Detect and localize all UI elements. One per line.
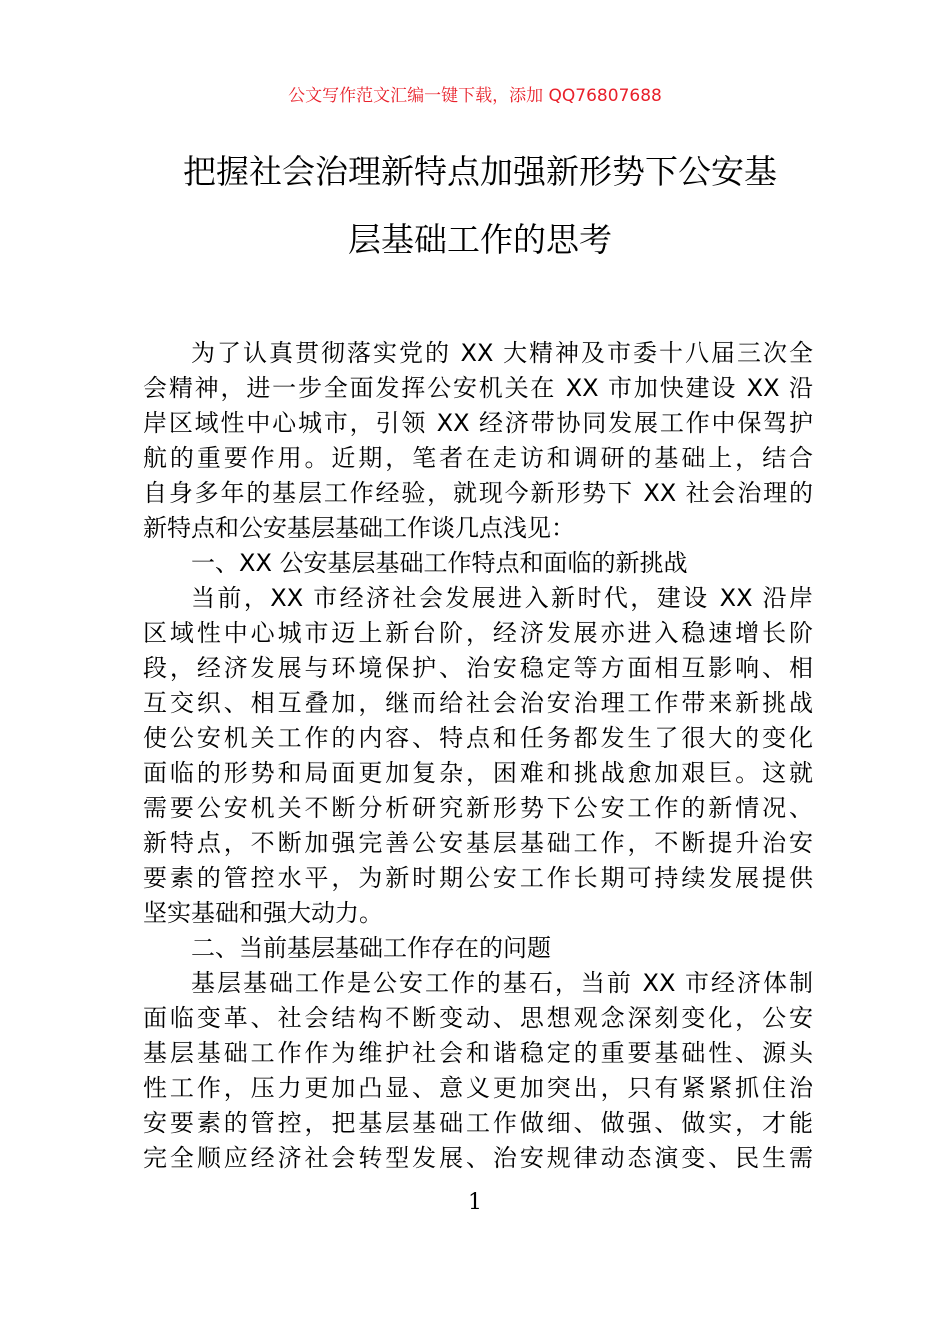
document-title-line-2: 层基础工作的思考	[348, 220, 612, 259]
paragraph-line: 要素的管控水平，为新时期公安工作长期可持续发展提供	[143, 864, 813, 892]
paragraph-line: 航的重要作用。近期，笔者在走访和调研的基础上，结合	[143, 444, 813, 472]
paragraph-line: 性工作，压力更加凸显、意义更加突出，只有紧紧抓住治	[143, 1074, 813, 1102]
document-title-line-1: 把握社会治理新特点加强新形势下公安基	[183, 152, 777, 191]
document-body	[143, 336, 813, 1176]
section-heading-1: 一、XX 公安基层基础工作特点和面临的新挑战	[191, 549, 688, 577]
paragraph-line: 需要公安机关不断分析研究新形势下公安工作的新情况、	[143, 794, 813, 822]
promo-banner-text: 公文写作范文汇编一键下载，添加 QQ76807688	[288, 86, 662, 106]
paragraph-line: 新特点，不断加强完善公安基层基础工作，不断提升治安	[143, 829, 813, 857]
page-number: 1	[468, 1190, 482, 1215]
paragraph-line: 安要素的管控，把基层基础工作做细、做强、做实，才能	[143, 1109, 813, 1137]
paragraph-line: 基层基础工作是公安工作的基石，当前 XX 市经济体制	[191, 969, 813, 997]
paragraph-line: 自身多年的基层工作经验，就现今新形势下 XX 社会治理的	[143, 479, 813, 507]
section-heading-2: 二、当前基层基础工作存在的问题	[191, 934, 551, 962]
paragraph-line: 区域性中心城市迈上新台阶，经济发展亦进入稳速增长阶	[143, 619, 813, 647]
paragraph-line: 当前，XX 市经济社会发展进入新时代，建设 XX 沿岸	[191, 584, 813, 612]
paragraph-line: 坚实基础和强大动力。	[143, 899, 383, 927]
paragraph-line: 基层基础工作作为维护社会和谐稳定的重要基础性、源头	[143, 1039, 813, 1067]
paragraph-line: 面临的形势和局面更加复杂，困难和挑战愈加艰巨。这就	[143, 759, 813, 787]
paragraph-line: 岸区域性中心城市，引领 XX 经济带协同发展工作中保驾护	[143, 409, 813, 437]
paragraph-line: 面临变革、社会结构不断变动、思想观念深刻变化，公安	[143, 1004, 813, 1032]
paragraph-line: 段，经济发展与环境保护、治安稳定等方面相互影响、相	[143, 654, 813, 682]
paragraph-line: 新特点和公安基层基础工作谈几点浅见：	[143, 514, 575, 542]
paragraph-line: 完全顺应经济社会转型发展、治安规律动态演变、民生需	[143, 1144, 813, 1172]
paragraph-line: 使公安机关工作的内容、特点和任务都发生了很大的变化	[143, 724, 813, 752]
paragraph-line: 会精神，进一步全面发挥公安机关在 XX 市加快建设 XX 沿	[143, 374, 813, 402]
paragraph-line: 互交织、相互叠加，继而给社会治安治理工作带来新挑战	[143, 689, 813, 717]
paragraph-line: 为了认真贯彻落实党的 XX 大精神及市委十八届三次全	[191, 339, 813, 367]
